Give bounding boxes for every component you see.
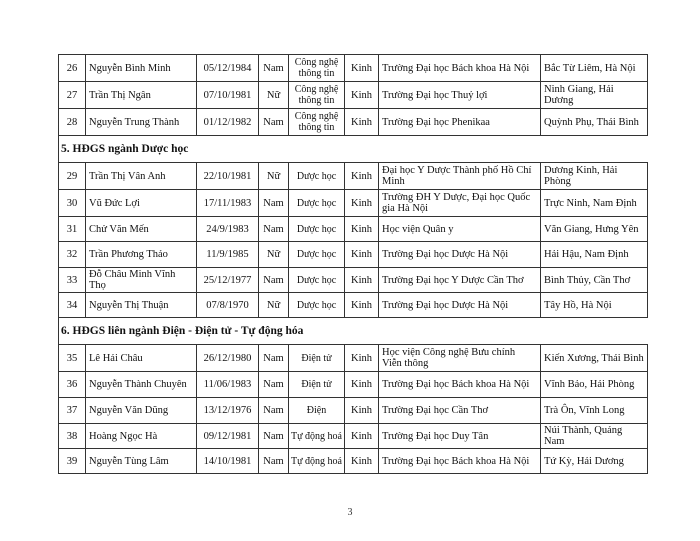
gender-cell: Nữ <box>259 293 289 318</box>
stt-cell: 33 <box>59 268 86 293</box>
table-row <box>59 449 648 474</box>
gender-cell: Nam <box>259 109 289 136</box>
ethnicity-cell: Kinh <box>345 190 379 217</box>
gender-cell: Nam <box>259 190 289 217</box>
institution-cell: Trường Đại học Duy Tân <box>379 424 541 449</box>
table-row <box>59 424 648 449</box>
hometown-cell: Núi Thành, Quảng Nam <box>541 424 648 449</box>
table-row <box>59 242 648 268</box>
gender-cell: Nam <box>259 55 289 82</box>
hometown-cell: Hải Hậu, Nam Định <box>541 242 648 268</box>
table-row <box>59 163 648 190</box>
dob-cell: 26/12/1980 <box>197 345 259 372</box>
name-cell: Nguyễn Bình Minh <box>86 55 197 82</box>
major-cell: Công nghệ thông tin <box>289 109 345 136</box>
gender-cell: Nữ <box>259 82 289 109</box>
ethnicity-cell: Kinh <box>345 293 379 318</box>
name-cell: Trần Phương Thảo <box>86 242 197 268</box>
stt-cell: 31 <box>59 217 86 242</box>
name-cell: Nguyễn Tùng Lâm <box>86 449 197 474</box>
gender-cell: Nam <box>259 345 289 372</box>
hometown-cell: Bắc Từ Liêm, Hà Nội <box>541 55 648 82</box>
name-cell: Nguyễn Thành Chuyên <box>86 372 197 398</box>
page-number: 3 <box>347 507 353 518</box>
table-row <box>59 217 648 242</box>
table-row <box>59 372 648 398</box>
major-cell: Dược học <box>289 163 345 190</box>
major-cell: Dược học <box>289 268 345 293</box>
hometown-cell: Tứ Kỳ, Hải Dương <box>541 449 648 474</box>
section-title: 6. HĐGS liên ngành Điện - Điện tử - Tự động hóa <box>59 318 648 345</box>
institution-cell: Trường Đại học Dược Hà Nội <box>379 242 541 268</box>
hometown-cell: Quỳnh Phụ, Thái Bình <box>541 109 648 136</box>
ethnicity-cell: Kinh <box>345 449 379 474</box>
stt-cell: 30 <box>59 190 86 217</box>
dob-cell: 09/12/1981 <box>197 424 259 449</box>
major-cell: Dược học <box>289 217 345 242</box>
major-cell: Dược học <box>289 293 345 318</box>
hometown-cell: Dương Kinh, Hải Phòng <box>541 163 648 190</box>
stt-cell: 29 <box>59 163 86 190</box>
stt-cell: 26 <box>59 55 86 82</box>
institution-cell: Trường Đại học Thuỷ lợi <box>379 82 541 109</box>
stt-cell: 36 <box>59 372 86 398</box>
table-row <box>59 268 648 293</box>
section-title: 5. HĐGS ngành Dược học <box>59 136 648 163</box>
ethnicity-cell: Kinh <box>345 268 379 293</box>
gender-cell: Nam <box>259 372 289 398</box>
dob-cell: 24/9/1983 <box>197 217 259 242</box>
ethnicity-cell: Kinh <box>345 242 379 268</box>
table-row <box>59 398 648 424</box>
major-cell: Dược học <box>289 242 345 268</box>
institution-cell: Học viện Công nghệ Bưu chính Viễn thông <box>379 345 541 372</box>
name-cell: Nguyễn Văn Dũng <box>86 398 197 424</box>
gender-cell: Nam <box>259 268 289 293</box>
name-cell: Nguyễn Thị Thuận <box>86 293 197 318</box>
major-cell: Công nghệ thông tin <box>289 55 345 82</box>
candidate-table <box>58 54 648 474</box>
ethnicity-cell: Kinh <box>345 163 379 190</box>
institution-cell: Trường Đại học Bách khoa Hà Nội <box>379 372 541 398</box>
institution-cell: Trường Đại học Cần Thơ <box>379 398 541 424</box>
dob-cell: 07/10/1981 <box>197 82 259 109</box>
major-cell: Điện <box>289 398 345 424</box>
dob-cell: 01/12/1982 <box>197 109 259 136</box>
major-cell: Điện tử <box>289 372 345 398</box>
ethnicity-cell: Kinh <box>345 372 379 398</box>
hometown-cell: Trực Ninh, Nam Định <box>541 190 648 217</box>
stt-cell: 32 <box>59 242 86 268</box>
ethnicity-cell: Kinh <box>345 82 379 109</box>
gender-cell: Nữ <box>259 163 289 190</box>
major-cell: Công nghệ thông tin <box>289 82 345 109</box>
institution-cell: Trường Đại học Y Dược Cần Thơ <box>379 268 541 293</box>
institution-cell: Trường Đại học Bách khoa Hà Nội <box>379 55 541 82</box>
institution-cell: Trường Đại học Bách khoa Hà Nội <box>379 449 541 474</box>
dob-cell: 11/9/1985 <box>197 242 259 268</box>
ethnicity-cell: Kinh <box>345 217 379 242</box>
major-cell: Tự động hoá <box>289 424 345 449</box>
stt-cell: 34 <box>59 293 86 318</box>
hometown-cell: Vĩnh Bảo, Hải Phòng <box>541 372 648 398</box>
table-row <box>59 293 648 318</box>
stt-cell: 37 <box>59 398 86 424</box>
table-row <box>59 190 648 217</box>
dob-cell: 22/10/1981 <box>197 163 259 190</box>
table-row <box>59 82 648 109</box>
stt-cell: 27 <box>59 82 86 109</box>
institution-cell: Đại học Y Dược Thành phố Hồ Chí Minh <box>379 163 541 190</box>
gender-cell: Nam <box>259 449 289 474</box>
hometown-cell: Tây Hồ, Hà Nội <box>541 293 648 318</box>
dob-cell: 25/12/1977 <box>197 268 259 293</box>
institution-cell: Trường Đại học Phenikaa <box>379 109 541 136</box>
hometown-cell: Kiến Xương, Thái Bình <box>541 345 648 372</box>
institution-cell: Trường Đại học Dược Hà Nội <box>379 293 541 318</box>
table-row <box>59 345 648 372</box>
stt-cell: 35 <box>59 345 86 372</box>
table-row <box>59 109 648 136</box>
institution-cell: Trường ĐH Y Dược, Đại học Quốc gia Hà Nội <box>379 190 541 217</box>
gender-cell: Nam <box>259 398 289 424</box>
ethnicity-cell: Kinh <box>345 109 379 136</box>
table-body <box>59 55 648 474</box>
dob-cell: 11/06/1983 <box>197 372 259 398</box>
stt-cell: 28 <box>59 109 86 136</box>
table-row <box>59 55 648 82</box>
name-cell: Vũ Đức Lợi <box>86 190 197 217</box>
candidate-table-container <box>58 54 648 474</box>
dob-cell: 05/12/1984 <box>197 55 259 82</box>
gender-cell: Nam <box>259 424 289 449</box>
name-cell: Chử Văn Mến <box>86 217 197 242</box>
name-cell: Trần Thị Vân Anh <box>86 163 197 190</box>
dob-cell: 07/8/1970 <box>197 293 259 318</box>
stt-cell: 38 <box>59 424 86 449</box>
hometown-cell: Trà Ôn, Vĩnh Long <box>541 398 648 424</box>
stt-cell: 39 <box>59 449 86 474</box>
hometown-cell: Bình Thủy, Cần Thơ <box>541 268 648 293</box>
hometown-cell: Ninh Giang, Hải Dương <box>541 82 648 109</box>
section-header-row <box>59 136 648 163</box>
dob-cell: 13/12/1976 <box>197 398 259 424</box>
institution-cell: Học viện Quân y <box>379 217 541 242</box>
name-cell: Trần Thị Ngân <box>86 82 197 109</box>
name-cell: Nguyễn Trung Thành <box>86 109 197 136</box>
ethnicity-cell: Kinh <box>345 424 379 449</box>
ethnicity-cell: Kinh <box>345 345 379 372</box>
major-cell: Điện tử <box>289 345 345 372</box>
major-cell: Tự động hoá <box>289 449 345 474</box>
dob-cell: 14/10/1981 <box>197 449 259 474</box>
ethnicity-cell: Kinh <box>345 398 379 424</box>
name-cell: Hoàng Ngọc Hà <box>86 424 197 449</box>
ethnicity-cell: Kinh <box>345 55 379 82</box>
gender-cell: Nữ <box>259 242 289 268</box>
section-header-row <box>59 318 648 345</box>
major-cell: Dược học <box>289 190 345 217</box>
name-cell: Lê Hải Châu <box>86 345 197 372</box>
hometown-cell: Văn Giang, Hưng Yên <box>541 217 648 242</box>
gender-cell: Nam <box>259 217 289 242</box>
name-cell: Đỗ Châu Minh Vĩnh Thọ <box>86 268 197 293</box>
dob-cell: 17/11/1983 <box>197 190 259 217</box>
